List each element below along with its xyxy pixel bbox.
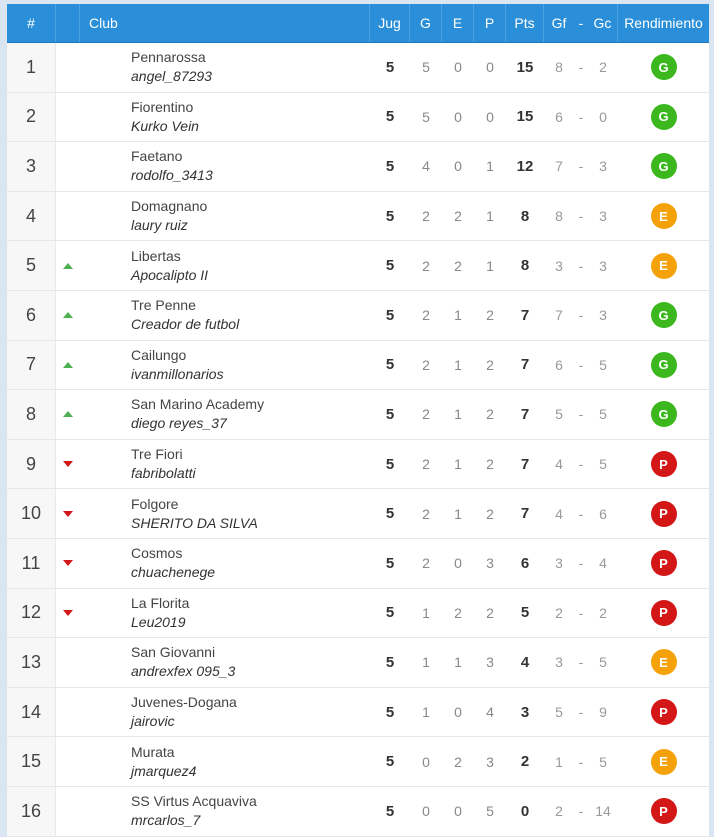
performance-cell xyxy=(618,43,709,92)
performance-badge: E xyxy=(651,203,677,229)
played-cell: 5 xyxy=(385,802,395,820)
position-cell: 16 xyxy=(7,787,56,836)
points-cell: 8 xyxy=(520,207,530,225)
position-cell: 10 xyxy=(7,489,56,538)
drawn-cell: 0 xyxy=(454,555,462,572)
won-cell: 2 xyxy=(422,356,430,373)
performance-badge: P xyxy=(651,798,677,824)
club-cell[interactable] xyxy=(80,192,370,241)
header-trend xyxy=(56,4,80,42)
club-name[interactable]: Domagnano xyxy=(131,198,208,215)
goals-dash: - xyxy=(578,208,584,225)
table-row[interactable] xyxy=(7,291,709,341)
goals-for-cell: 4 xyxy=(555,456,563,473)
won-cell: 1 xyxy=(422,604,430,621)
goals-against-cell: 5 xyxy=(599,753,607,770)
position-cell: 11 xyxy=(7,539,56,588)
goals-against-cell: 14 xyxy=(595,803,611,820)
lost-cell: 3 xyxy=(486,654,494,671)
goals-against-cell: 5 xyxy=(599,654,607,671)
position-cell: 12 xyxy=(7,589,56,638)
trend-cell xyxy=(56,440,80,489)
club-cell[interactable] xyxy=(80,241,370,290)
goals-against-cell: 9 xyxy=(599,704,607,721)
trend-up-icon xyxy=(63,312,73,318)
header-won[interactable]: G xyxy=(410,4,442,42)
trend-down-icon xyxy=(63,560,73,566)
club-name[interactable]: Murata xyxy=(131,743,175,760)
trend-cell xyxy=(56,390,80,439)
performance-badge: E xyxy=(651,253,677,279)
club-cell[interactable] xyxy=(80,737,370,786)
trend-cell xyxy=(56,688,80,737)
manager-name[interactable]: jairovic xyxy=(131,713,175,730)
goals-against-cell: 3 xyxy=(599,208,607,225)
played-cell: 5 xyxy=(385,405,395,423)
drawn-cell: 0 xyxy=(454,108,462,125)
position-cell: 3 xyxy=(7,142,56,191)
won-cell: 1 xyxy=(422,704,430,721)
performance-cell xyxy=(618,241,709,290)
drawn-cell: 2 xyxy=(454,753,462,770)
goals-dash: - xyxy=(578,555,584,572)
goals-for-cell: 3 xyxy=(555,555,563,572)
performance-badge: P xyxy=(651,451,677,477)
goals-for-cell: 2 xyxy=(555,604,563,621)
manager-name[interactable]: rodolfo_3413 xyxy=(131,167,213,184)
points-cell: 6 xyxy=(520,554,530,572)
header-points[interactable]: Pts xyxy=(506,4,544,42)
manager-name[interactable]: Creador de futbol xyxy=(131,316,240,333)
drawn-cell: 1 xyxy=(454,456,462,473)
drawn-cell: 1 xyxy=(454,654,462,671)
club-name[interactable]: Libertas xyxy=(131,247,181,264)
goals-against-cell: 3 xyxy=(599,307,607,324)
table-row[interactable] xyxy=(7,787,709,837)
manager-name[interactable]: laury ruiz xyxy=(131,217,188,234)
performance-badge: P xyxy=(651,550,677,576)
trend-cell xyxy=(56,341,80,390)
club-name[interactable]: San Giovanni xyxy=(131,644,216,661)
performance-cell xyxy=(618,192,709,241)
points-cell: 7 xyxy=(520,356,530,374)
trend-cell xyxy=(56,539,80,588)
table-header xyxy=(7,4,709,43)
lost-cell: 1 xyxy=(486,208,494,225)
lost-cell: 0 xyxy=(486,59,494,76)
goals-for-cell: 5 xyxy=(555,406,563,423)
goals-against-cell: 4 xyxy=(599,555,607,572)
club-name[interactable]: La Florita xyxy=(131,594,190,611)
goals-dash: - xyxy=(578,753,584,770)
club-name[interactable]: Cailungo xyxy=(131,346,187,363)
position-cell: 9 xyxy=(7,440,56,489)
position-cell: 4 xyxy=(7,192,56,241)
goals-dash: - xyxy=(578,108,584,125)
manager-name[interactable]: SHERITO DA SILVA xyxy=(131,514,258,531)
points-cell: 15 xyxy=(516,108,534,126)
trend-down-icon xyxy=(63,461,73,467)
lost-cell: 4 xyxy=(486,704,494,721)
drawn-cell: 0 xyxy=(454,704,462,721)
club-cell[interactable] xyxy=(80,291,370,340)
points-cell: 7 xyxy=(520,306,530,324)
played-cell: 5 xyxy=(385,257,395,275)
goals-for-cell: 1 xyxy=(555,753,563,770)
lost-cell: 2 xyxy=(486,307,494,324)
lost-cell: 2 xyxy=(486,456,494,473)
performance-badge: G xyxy=(651,352,677,378)
won-cell: 2 xyxy=(422,257,430,274)
goals-for-cell: 8 xyxy=(555,59,563,76)
performance-cell xyxy=(618,291,709,340)
table-row[interactable] xyxy=(7,93,709,143)
played-cell: 5 xyxy=(385,505,395,523)
goals-dash: - xyxy=(578,654,584,671)
table-row[interactable] xyxy=(7,589,709,639)
manager-name[interactable]: fabribolatti xyxy=(131,465,196,482)
won-cell: 2 xyxy=(422,208,430,225)
goals-for-cell: 5 xyxy=(555,704,563,721)
played-cell: 5 xyxy=(385,703,395,721)
goals-for-cell: 6 xyxy=(555,356,563,373)
points-cell: 4 xyxy=(520,653,530,671)
performance-cell xyxy=(618,390,709,439)
manager-name[interactable]: jmarquez4 xyxy=(131,762,197,779)
points-cell: 0 xyxy=(520,802,530,820)
header-drawn[interactable]: E xyxy=(442,4,474,42)
goals-against-cell: 3 xyxy=(599,257,607,274)
lost-cell: 3 xyxy=(486,555,494,572)
manager-name[interactable]: mrcarlos_7 xyxy=(131,812,201,829)
drawn-cell: 2 xyxy=(454,604,462,621)
club-cell[interactable] xyxy=(80,589,370,638)
points-cell: 5 xyxy=(520,604,530,622)
club-cell[interactable] xyxy=(80,43,370,92)
header-lost[interactable]: P xyxy=(474,4,506,42)
points-cell: 7 xyxy=(520,405,530,423)
drawn-cell: 1 xyxy=(454,505,462,522)
table-row[interactable] xyxy=(7,43,709,93)
table-row[interactable] xyxy=(7,241,709,291)
won-cell: 2 xyxy=(422,555,430,572)
performance-cell xyxy=(618,142,709,191)
performance-badge: G xyxy=(651,302,677,328)
goals-dash: - xyxy=(578,505,584,522)
manager-name[interactable]: diego reyes_37 xyxy=(131,415,227,432)
position-cell: 1 xyxy=(7,43,56,92)
lost-cell: 2 xyxy=(486,604,494,621)
goals-for-cell: 2 xyxy=(555,803,563,820)
performance-badge: G xyxy=(651,401,677,427)
performance-badge: P xyxy=(651,501,677,527)
trend-cell xyxy=(56,489,80,538)
won-cell: 4 xyxy=(422,158,430,175)
header-club[interactable]: Club xyxy=(80,4,370,42)
drawn-cell: 2 xyxy=(454,257,462,274)
won-cell: 5 xyxy=(422,108,430,125)
trend-down-icon xyxy=(63,511,73,517)
header-goals-for[interactable]: Gf xyxy=(551,15,567,31)
goals-against-cell: 5 xyxy=(599,406,607,423)
played-cell: 5 xyxy=(385,653,395,671)
points-cell: 2 xyxy=(520,753,530,771)
drawn-cell: 1 xyxy=(454,307,462,324)
goals-dash: - xyxy=(578,604,584,621)
club-name[interactable]: Faetano xyxy=(131,148,183,165)
performance-cell xyxy=(618,93,709,142)
club-name[interactable]: Juvenes-Dogana xyxy=(131,694,237,711)
performance-badge: G xyxy=(651,153,677,179)
won-cell: 5 xyxy=(422,59,430,76)
table-row[interactable] xyxy=(7,737,709,787)
table-row[interactable] xyxy=(7,192,709,242)
drawn-cell: 1 xyxy=(454,356,462,373)
trend-up-icon xyxy=(63,362,73,368)
goals-against-cell: 5 xyxy=(599,456,607,473)
played-cell: 5 xyxy=(385,207,395,225)
drawn-cell: 0 xyxy=(454,803,462,820)
goals-for-cell: 7 xyxy=(555,307,563,324)
trend-cell xyxy=(56,142,80,191)
table-row[interactable] xyxy=(7,688,709,738)
table-body xyxy=(7,43,709,837)
performance-badge: P xyxy=(651,699,677,725)
won-cell: 0 xyxy=(422,753,430,770)
position-cell: 6 xyxy=(7,291,56,340)
won-cell: 0 xyxy=(422,803,430,820)
goals-dash: - xyxy=(578,406,584,423)
position-cell: 14 xyxy=(7,688,56,737)
lost-cell: 2 xyxy=(486,406,494,423)
manager-name[interactable]: Kurko Vein xyxy=(131,117,199,134)
club-name[interactable]: San Marino Academy xyxy=(131,396,265,413)
goals-against-cell: 3 xyxy=(599,158,607,175)
club-name[interactable]: Pennarossa xyxy=(131,49,206,66)
performance-cell xyxy=(618,539,709,588)
goals-dash: - xyxy=(578,257,584,274)
manager-name[interactable]: angel_87293 xyxy=(131,68,212,85)
trend-up-icon xyxy=(63,263,73,269)
performance-badge: G xyxy=(651,104,677,130)
played-cell: 5 xyxy=(385,753,395,771)
club-cell[interactable] xyxy=(80,93,370,142)
trend-cell xyxy=(56,787,80,836)
lost-cell: 0 xyxy=(486,108,494,125)
played-cell: 5 xyxy=(385,604,395,622)
club-cell[interactable] xyxy=(80,638,370,687)
points-cell: 15 xyxy=(516,58,534,76)
performance-cell xyxy=(618,489,709,538)
header-played[interactable]: Jug xyxy=(370,4,410,42)
table-row[interactable] xyxy=(7,142,709,192)
goals-against-cell: 2 xyxy=(599,604,607,621)
performance-badge: E xyxy=(651,649,677,675)
goals-for-cell: 3 xyxy=(555,654,563,671)
played-cell: 5 xyxy=(385,108,395,126)
club-cell[interactable] xyxy=(80,489,370,538)
goals-dash: - xyxy=(578,456,584,473)
trend-cell xyxy=(56,589,80,638)
won-cell: 2 xyxy=(422,456,430,473)
lost-cell: 2 xyxy=(486,505,494,522)
played-cell: 5 xyxy=(385,554,395,572)
played-cell: 5 xyxy=(385,157,395,175)
points-cell: 7 xyxy=(520,505,530,523)
played-cell: 5 xyxy=(385,455,395,473)
table-row[interactable] xyxy=(7,440,709,490)
won-cell: 2 xyxy=(422,505,430,522)
position-cell: 7 xyxy=(7,341,56,390)
won-cell: 1 xyxy=(422,654,430,671)
table-row[interactable] xyxy=(7,539,709,589)
points-cell: 8 xyxy=(520,257,530,275)
trend-cell xyxy=(56,93,80,142)
drawn-cell: 1 xyxy=(454,406,462,423)
lost-cell: 1 xyxy=(486,257,494,274)
trend-up-icon xyxy=(63,411,73,417)
club-cell[interactable] xyxy=(80,688,370,737)
points-cell: 7 xyxy=(520,455,530,473)
goals-dash: - xyxy=(578,59,584,76)
manager-name[interactable]: Leu2019 xyxy=(131,613,186,630)
goals-against-cell: 0 xyxy=(599,108,607,125)
position-cell: 8 xyxy=(7,390,56,439)
position-cell: 13 xyxy=(7,638,56,687)
goals-against-cell: 5 xyxy=(599,356,607,373)
drawn-cell: 2 xyxy=(454,208,462,225)
club-name[interactable]: Fiorentino xyxy=(131,98,194,115)
lost-cell: 5 xyxy=(486,803,494,820)
club-cell[interactable] xyxy=(80,539,370,588)
manager-name[interactable]: chuachenege xyxy=(131,564,216,581)
table-row[interactable] xyxy=(7,489,709,539)
drawn-cell: 0 xyxy=(454,59,462,76)
goals-for-cell: 7 xyxy=(555,158,563,175)
goals-for-cell: 6 xyxy=(555,108,563,125)
club-cell[interactable] xyxy=(80,787,370,836)
position-cell: 5 xyxy=(7,241,56,290)
goals-for-cell: 4 xyxy=(555,505,563,522)
goals-dash: - xyxy=(578,704,584,721)
table-row[interactable] xyxy=(7,390,709,440)
trend-cell xyxy=(56,291,80,340)
lost-cell: 3 xyxy=(486,753,494,770)
goals-against-cell: 6 xyxy=(599,505,607,522)
played-cell: 5 xyxy=(385,306,395,324)
club-name[interactable]: Tre Fiori xyxy=(131,446,183,463)
manager-name[interactable]: andrexfex 095_3 xyxy=(131,663,236,680)
points-cell: 3 xyxy=(520,703,530,721)
performance-cell xyxy=(618,787,709,836)
performance-cell xyxy=(618,638,709,687)
standings-table xyxy=(7,4,709,836)
performance-cell xyxy=(618,341,709,390)
performance-cell xyxy=(618,688,709,737)
won-cell: 2 xyxy=(422,307,430,324)
goals-against-cell: 2 xyxy=(599,59,607,76)
goals-dash: - xyxy=(578,307,584,324)
trend-cell xyxy=(56,241,80,290)
performance-badge: P xyxy=(651,600,677,626)
manager-name[interactable]: Apocalipto II xyxy=(131,266,209,283)
header-dash: - xyxy=(578,15,584,31)
lost-cell: 1 xyxy=(486,158,494,175)
position-cell: 2 xyxy=(7,93,56,142)
trend-cell xyxy=(56,638,80,687)
header-performance[interactable]: Rendimiento xyxy=(624,15,703,31)
trend-down-icon xyxy=(63,610,73,616)
performance-badge: G xyxy=(651,54,677,80)
performance-cell xyxy=(618,737,709,786)
trend-cell xyxy=(56,737,80,786)
goals-dash: - xyxy=(578,803,584,820)
table-row[interactable] xyxy=(7,638,709,688)
manager-name[interactable]: ivanmillonarios xyxy=(131,365,224,382)
performance-badge: E xyxy=(651,749,677,775)
position-cell: 15 xyxy=(7,737,56,786)
club-cell[interactable] xyxy=(80,341,370,390)
club-cell[interactable] xyxy=(80,390,370,439)
header-goals-against[interactable]: Gc xyxy=(588,4,618,42)
club-cell[interactable] xyxy=(80,142,370,191)
lost-cell: 2 xyxy=(486,356,494,373)
club-name[interactable]: SS Virtus Acquaviva xyxy=(131,793,257,810)
trend-cell xyxy=(56,43,80,92)
club-name[interactable]: Cosmos xyxy=(131,545,183,562)
drawn-cell: 0 xyxy=(454,158,462,175)
club-name[interactable]: Folgore xyxy=(131,495,179,512)
club-name[interactable]: Tre Penne xyxy=(131,297,196,314)
goals-for-cell: 8 xyxy=(555,208,563,225)
played-cell: 5 xyxy=(385,58,395,76)
goals-dash: - xyxy=(578,158,584,175)
performance-cell xyxy=(618,589,709,638)
performance-cell xyxy=(618,440,709,489)
club-cell[interactable] xyxy=(80,440,370,489)
header-position[interactable]: # xyxy=(7,4,56,42)
table-row[interactable] xyxy=(7,341,709,391)
goals-for-cell: 3 xyxy=(555,257,563,274)
points-cell: 12 xyxy=(516,157,534,175)
goals-dash: - xyxy=(578,356,584,373)
trend-cell xyxy=(56,192,80,241)
played-cell: 5 xyxy=(385,356,395,374)
won-cell: 2 xyxy=(422,406,430,423)
